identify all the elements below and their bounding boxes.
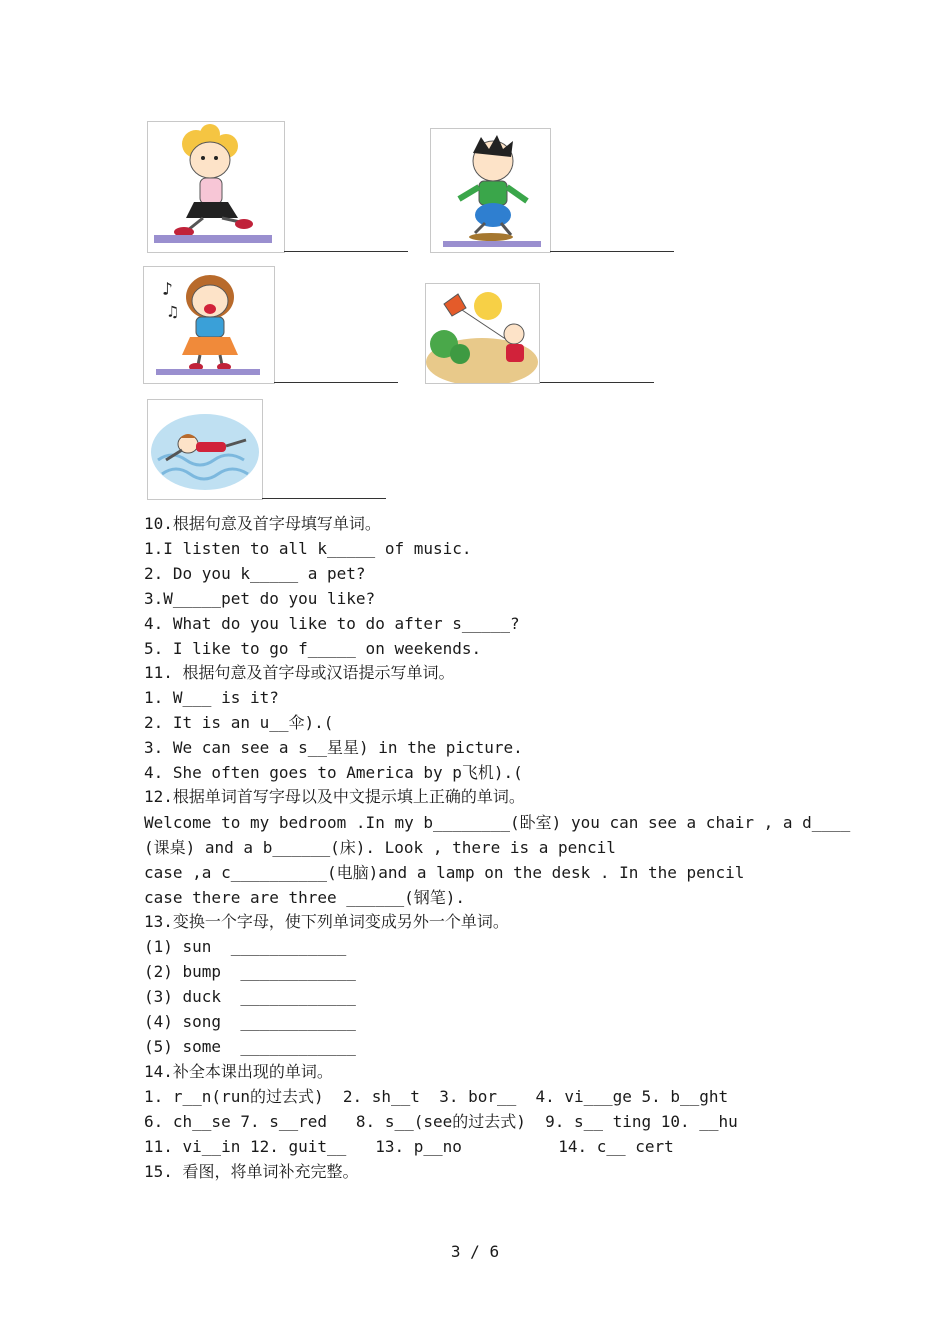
- section-12-title: 12.根据单词首写字母以及中文提示填上正确的单词。: [144, 787, 525, 806]
- q14-line-1: 1. r__n(run的过去式) 2. sh__t 3. bor__ 4. vi___ge 5. b__ght: [144, 1087, 729, 1106]
- q12-line-3: case ,a c__________(电脑)and a lamp on the desk . In the pencil: [144, 863, 745, 882]
- picture-girl-walking: [147, 121, 285, 253]
- q11-item-2: 2. It is an u__伞).(: [144, 713, 334, 732]
- q13-item-2: (2) bump ____________: [144, 962, 356, 981]
- answer-line-4[interactable]: [540, 382, 654, 383]
- q10-item-1: 1.I listen to all k_____ of music.: [144, 539, 472, 558]
- q13-item-1: (1) sun ____________: [144, 937, 347, 956]
- picture-boy-jumping: [430, 128, 551, 253]
- picture-boy-swimming: [147, 399, 263, 500]
- girl-singing-illustration: [144, 267, 274, 383]
- girl-walking-illustration: [148, 122, 284, 252]
- section-11-title: 11. 根据句意及首字母或汉语提示写单词。: [144, 663, 455, 682]
- svg-text:♪: ♪: [162, 279, 173, 300]
- section-10-title: 10.根据句意及首字母填写单词。: [144, 514, 381, 533]
- q12-line-4: case there are three ______(钢笔).: [144, 888, 465, 907]
- q13-item-3: (3) duck ____________: [144, 987, 356, 1006]
- q13-item-4: (4) song ____________: [144, 1012, 356, 1031]
- svg-text:♫: ♫: [168, 302, 178, 321]
- q14-line-2: 6. ch__se 7. s__red 8. s__(see的过去式) 9. s__ ting 10. __hu: [144, 1112, 738, 1131]
- page-number: 3 / 6: [450, 1242, 500, 1261]
- q11-item-1: 1. W___ is it?: [144, 688, 279, 707]
- swimming-illustration: [148, 400, 262, 499]
- q10-item-3: 3.W_____pet do you like?: [144, 589, 376, 608]
- answer-line-1[interactable]: [284, 251, 408, 252]
- section-13-title: 13.变换一个字母，使下列单词变成另外一个单词。: [144, 912, 509, 931]
- q14-line-3: 11. vi__in 12. guit__ 13. p__no 14. c__ cert: [144, 1137, 674, 1156]
- q12-line-1: Welcome to my bedroom .In my b________(卧室) you can see a chair , a d____: [144, 813, 851, 832]
- q12-line-2: (课桌) and a b______(床). Look , there is a pencil: [144, 838, 616, 857]
- section-15-title: 15. 看图，将单词补充完整。: [144, 1162, 359, 1181]
- kite-flying-illustration: [426, 284, 539, 383]
- q10-item-4: 4. What do you like to do after s_____?: [144, 614, 520, 633]
- q11-item-3: 3. We can see a s__星星) in the picture.: [144, 738, 523, 757]
- picture-kid-flying-kite: [425, 283, 540, 384]
- answer-line-3[interactable]: [274, 382, 398, 383]
- q11-item-4: 4. She often goes to America by p飞机).(: [144, 763, 523, 782]
- answer-line-2[interactable]: [550, 251, 674, 252]
- picture-girl-singing: [143, 266, 275, 384]
- boy-jumping-illustration: [431, 129, 550, 252]
- answer-line-5[interactable]: [262, 498, 386, 499]
- q10-item-5: 5. I like to go f_____ on weekends.: [144, 639, 482, 658]
- q10-item-2: 2. Do you k_____ a pet?: [144, 564, 366, 583]
- section-14-title: 14.补全本课出现的单词。: [144, 1062, 333, 1081]
- q13-item-5: (5) some ____________: [144, 1037, 356, 1056]
